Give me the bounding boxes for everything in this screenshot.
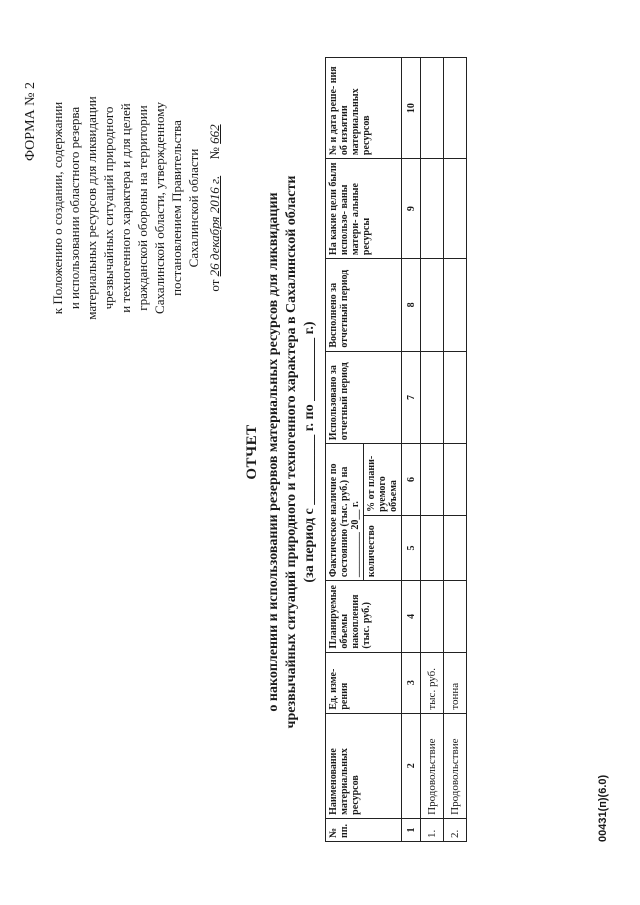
header-actual-qty: количество — [364, 515, 402, 580]
table-row — [421, 58, 444, 842]
empty-cell — [421, 515, 444, 580]
column-number: 8 — [402, 259, 421, 352]
row-name: Продовольствие — [444, 713, 467, 818]
form-number: ФОРМА № 2 — [23, 82, 38, 162]
column-number: 5 — [402, 515, 421, 580]
column-number: 6 — [402, 444, 421, 516]
empty-cell — [421, 444, 444, 516]
empty-cell — [421, 259, 444, 352]
header-restored: Восполнено за отчетный период — [326, 259, 402, 352]
report-heading — [243, 22, 319, 882]
column-number: 7 — [402, 351, 421, 444]
header-purpose: На какие цели были использо- ваны матери- альные ресурсы — [326, 159, 402, 259]
empty-cell — [444, 159, 467, 259]
report-subtitle-line-2: чрезвычайных ситуаций природного и техногенного характера в Сахалинской области — [284, 175, 299, 729]
approval-line: к Положению о создании, содержании — [50, 101, 65, 315]
column-number: 2 — [402, 713, 421, 818]
header-no: № пп. — [326, 818, 402, 841]
column-number: 9 — [402, 159, 421, 259]
report-subtitle-line-1: о накоплении и использовании резервов материальных ресурсов для ликвидации — [266, 192, 281, 712]
approval-line: чрезвычайных ситуаций природного — [101, 106, 116, 310]
header-planned: Планируемые объемы накопления (тыс. руб.) — [326, 581, 402, 653]
header-actual: Фактическое наличие по состоянию (тыс. руб.) на _________ 20__ г. — [326, 444, 364, 581]
column-number: 3 — [402, 652, 421, 713]
column-number: 4 — [402, 581, 421, 653]
report-period: (за период с __________ г. по _________ г.) — [302, 321, 317, 583]
empty-cell — [444, 581, 467, 653]
header-used: Использовано за отчетный период — [326, 351, 402, 444]
sig-number: 662 — [207, 124, 222, 144]
approval-line: гражданской обороны на территории — [135, 105, 150, 311]
column-number-row — [402, 58, 421, 842]
empty-cell — [444, 259, 467, 352]
row-unit: тыс. руб. — [421, 652, 444, 713]
table-row — [444, 58, 467, 842]
row-unit: тонна — [444, 652, 467, 713]
sig-date: 26 декабря 2016 г. — [207, 175, 222, 277]
row-no: 1. — [421, 818, 444, 841]
document-page — [15, 22, 625, 882]
empty-cell — [444, 351, 467, 444]
row-name: Продовольствие — [421, 713, 444, 818]
report-title: ОТЧЕТ — [244, 424, 260, 480]
approval-line: Сахалинской области, утвержденному — [152, 102, 167, 314]
approval-line: Сахалинской области — [186, 148, 201, 268]
header-actual-pct: % от плани- руемого объема — [364, 444, 402, 516]
empty-cell — [421, 159, 444, 259]
row-no: 2. — [444, 818, 467, 841]
document-code: 00431(п)(6.0) — [597, 774, 609, 842]
approval-line: постановлением Правительства — [169, 120, 184, 296]
sig-number-label: № — [207, 147, 222, 160]
approval-reference — [49, 58, 223, 358]
sig-prefix: от — [207, 279, 222, 292]
header-name: Наименование материальных ресурсов — [326, 713, 402, 818]
approval-line: материальных ресурсов для ликвидации — [84, 96, 99, 320]
report-table — [325, 57, 467, 842]
empty-cell — [444, 515, 467, 580]
approval-signature-line — [206, 58, 223, 358]
empty-cell — [421, 581, 444, 653]
empty-cell — [421, 58, 444, 159]
empty-cell — [421, 351, 444, 444]
approval-line: и техногенного характера и для целей — [118, 103, 133, 313]
empty-cell — [444, 58, 467, 159]
header-row — [326, 58, 364, 842]
column-number: 10 — [402, 58, 421, 159]
header-unit: Ед. изме- рения — [326, 652, 402, 713]
approval-line: и использовании областного резерва — [67, 106, 82, 310]
header-decision: № и дата реше- ния об изъятии материальных ресурсов — [326, 58, 402, 159]
column-number: 1 — [402, 818, 421, 841]
empty-cell — [444, 444, 467, 516]
